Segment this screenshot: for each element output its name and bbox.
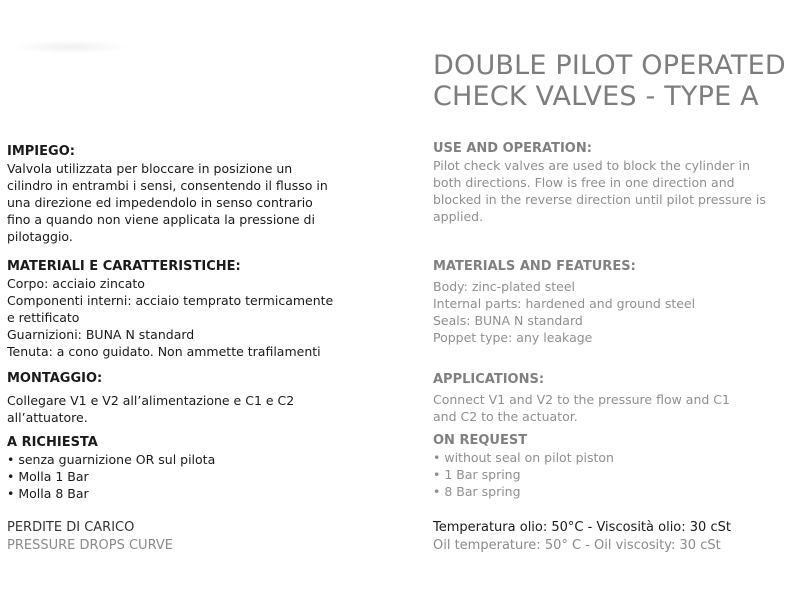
page-title: [433, 50, 793, 112]
section-a-richiesta: [7, 434, 337, 502]
list-item: • 8 Bar spring: [433, 484, 521, 499]
section-heading: MONTAGGIO:: [7, 371, 103, 386]
section-body: [433, 391, 798, 425]
section-body: [7, 160, 337, 245]
section-heading: MATERIALS AND FEATURES:: [433, 259, 636, 274]
text-line: and C2 to the actuator.: [433, 409, 578, 424]
perdite-di-carico-label: PERDITE DI CARICO: [7, 520, 135, 535]
section-heading: APPLICATIONS:: [433, 372, 545, 387]
section-use-and-operation: [433, 140, 798, 225]
section-montaggio: [7, 370, 337, 426]
text-line: Internal parts: hardened and ground steel: [433, 296, 696, 311]
text-line: Valvola utilizzata per bloccare in posizione un: [7, 161, 293, 176]
temperature-it: Temperatura olio: 50°C - Viscosità olio: 30 cSt: [433, 520, 731, 535]
text-line: Componenti interni: acciaio temprato termicamente: [7, 293, 334, 308]
page-title-line-1: DOUBLE PILOT OPERATED: [433, 50, 786, 81]
list-item: • senza guarnizione OR sul pilota: [7, 452, 216, 467]
section-heading: A RICHIESTA: [7, 435, 98, 450]
list-item: • Molla 8 Bar: [7, 486, 89, 501]
section-materiali: [7, 258, 337, 360]
text-line: Tenuta: a cono guidato. Non ammette trafilamenti: [7, 344, 321, 359]
list-item: • 1 Bar spring: [433, 467, 521, 482]
list-item: • without seal on pilot piston: [433, 450, 614, 465]
section-body: [433, 449, 798, 500]
text-line: both directions. Flow is free in one direction and: [433, 175, 735, 190]
text-line: e rettificato: [7, 310, 80, 325]
text-line: Seals: BUNA N standard: [433, 313, 583, 328]
text-line: all’attuatore.: [7, 410, 88, 425]
section-heading: IMPIEGO:: [7, 144, 75, 159]
section-body: [433, 278, 798, 346]
page-title-line-2: CHECK VALVES - TYPE A: [433, 81, 759, 112]
pressure-drops-curve-label: PRESSURE DROPS CURVE: [7, 538, 174, 553]
text-line: Collegare V1 e V2 all’alimentazione e C1 e C2: [7, 393, 295, 408]
section-body: [7, 451, 337, 502]
text-line: fino a quando non viene applicata la pressione di: [7, 212, 315, 227]
decorative-smudge: [10, 40, 130, 54]
text-line: Pilot check valves are used to block the cylinder in: [433, 158, 751, 173]
list-item: • Molla 1 Bar: [7, 469, 89, 484]
text-line: Connect V1 and V2 to the pressure flow and C1: [433, 392, 730, 407]
text-line: applied.: [433, 209, 484, 224]
section-body: [7, 275, 337, 360]
section-heading: ON REQUEST: [433, 433, 528, 448]
section-impiego: [7, 143, 337, 245]
text-line: Body: zinc-plated steel: [433, 279, 576, 294]
section-heading: USE AND OPERATION:: [433, 141, 592, 156]
section-on-request: [433, 432, 798, 500]
section-body: [433, 157, 798, 225]
text-line: cilindro in entrambi i sensi, consentendo il flusso in: [7, 178, 328, 193]
section-applications: [433, 371, 798, 425]
text-line: una direzione ed impedendolo in senso contrario: [7, 195, 313, 210]
text-line: Corpo: acciaio zincato: [7, 276, 145, 291]
text-line: Poppet type: any leakage: [433, 330, 593, 345]
section-materials-and-features: [433, 258, 798, 346]
text-line: blocked in the reverse direction until pilot pressure is: [433, 192, 766, 207]
temperature-en: Oil temperature: 50° C - Oil viscosity: 30 cSt: [433, 538, 721, 553]
text-line: Guarnizioni: BUNA N standard: [7, 327, 195, 342]
text-line: pilotaggio.: [7, 229, 73, 244]
section-heading: MATERIALI E CARATTERISTICHE:: [7, 259, 241, 274]
section-body: [7, 392, 337, 426]
